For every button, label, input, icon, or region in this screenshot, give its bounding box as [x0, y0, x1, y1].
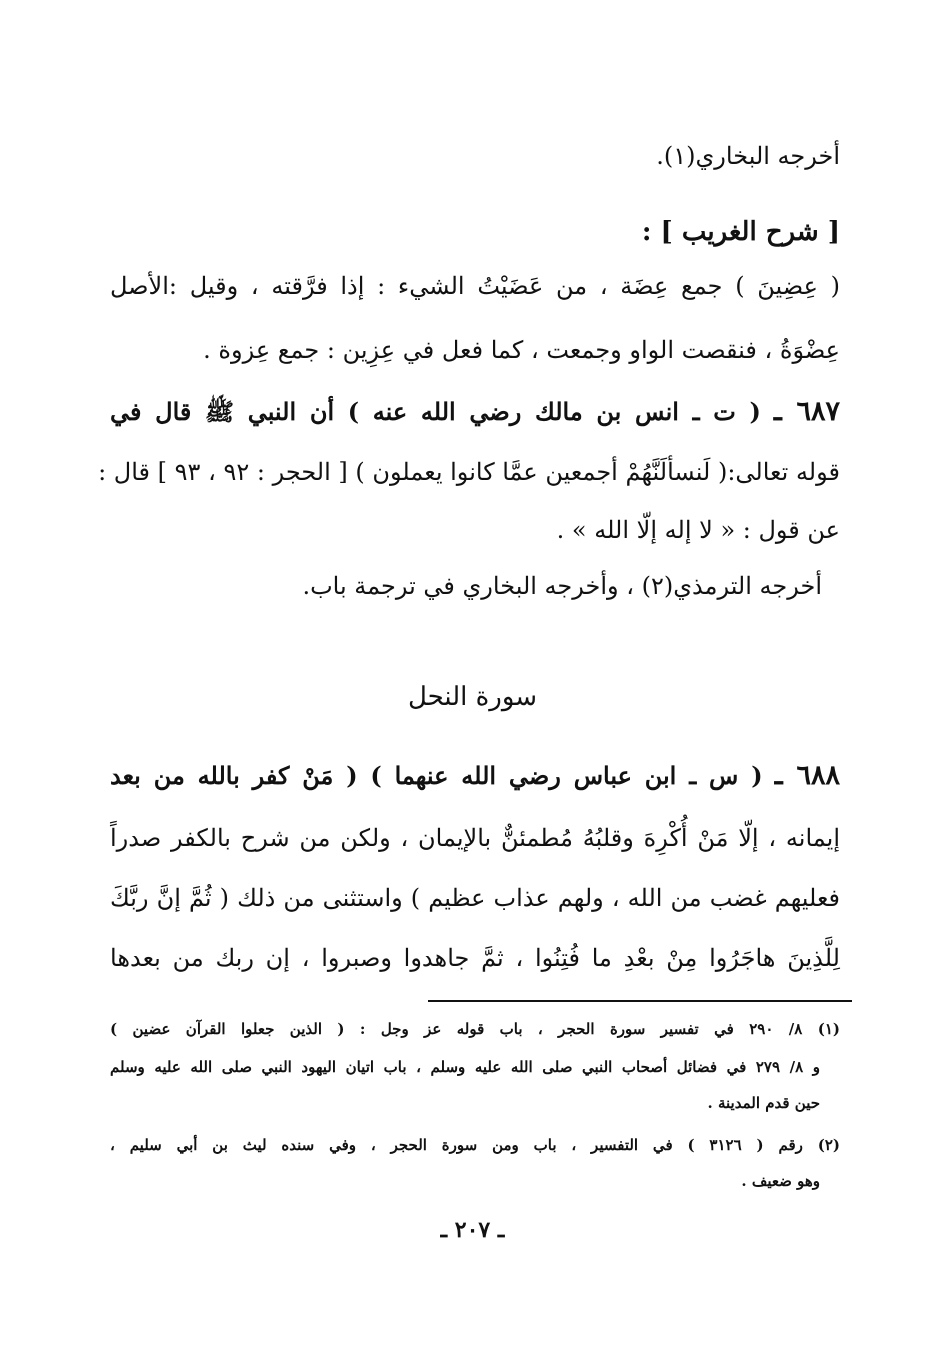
hadith-687-line-1: [110, 392, 840, 432]
hadith-687-takhrij: [110, 566, 840, 606]
hadith-688-line-3: فعليهم غضب من الله ، ولهم عذاب عظيم ) واستثنى من ذلك ( ثُمَّ إنَّ ربَّكَ: [110, 884, 840, 912]
hadith-687-takhrij-text: أخرجه الترمذي(٢) ، وأخرجه البخاري في ترجمة باب.: [302, 572, 822, 600]
hadith-687-line-3: عن قول : « لا إله إلّا الله » .: [556, 516, 840, 544]
footnote-1-line-2: و ٨/ ٢٧٩ في فضائل أصحاب النبي صلى الله عليه وسلم ، باب اتيان اليهود النبي صلى الله عليه وسلم: [110, 1058, 820, 1076]
hadith-688-number: ٦٨٨ ـ: [774, 760, 840, 791]
footnote-2-line-2: وهو ضعيف .: [741, 1172, 820, 1190]
gharib-heading: [110, 212, 840, 252]
hadith-688-narrator: ( س ـ ابن عباس رضي الله عنهما ) ( مَنْ كفر بالله من بعد: [110, 761, 763, 790]
hadith-687-number: ٦٨٧ ـ: [773, 396, 841, 427]
hadith-687-narrator: ( ت ـ انس بن مالك رضي الله عنه ) أن النبي ﷺ قال في: [110, 397, 761, 426]
gharib-heading-text: [ شرح الغريب ] :: [641, 217, 840, 247]
gharib-line-1: ( عِضِينَ ) جمع عِضَة ، من عَضَيْتُ الشيء : إذا فرَّقته ، وقيل :الأصل: [110, 272, 840, 300]
surah-title: سورة النحل: [407, 682, 538, 712]
footnote-2-line-1: (٢) رقم ( ٣١٢٦ ) في التفسير ، باب ومن سورة الحجر ، وفي سنده ليث بن أبي سليم ،: [110, 1136, 840, 1154]
hadith-687-line-2: قوله تعالى:( لَنسألَنَّهُمْ أجمعين عمَّا كانوا يعملون ) [ الحجر : ٩٢ ، ٩٣ ] قال :: [98, 458, 840, 486]
footnote-1-line-3: حين قدم المدينة .: [707, 1094, 820, 1112]
hadith-688-line-4: لِلَّذِينَ هاجَرُوا مِنْ بعْدِ ما فُتِنُوا ، ثمَّ جاهدوا وصبروا ، إن ربك من بعدها: [110, 944, 840, 972]
footnote-divider: [428, 1000, 852, 1002]
takhrij-line: [110, 136, 840, 176]
hadith-688-line-2: إيمانه ، إلّا مَنْ أُكْرِهَ وقلبُهُ مُطمئنٌّ بالإيمان ، ولكن من شرح بالكفر صدراً: [110, 824, 840, 852]
hadith-688-line-1: [110, 756, 840, 796]
page-number: ـ ٢٠٧ ـ: [440, 1217, 505, 1243]
takhrij-text: أخرجه البخاري(١).: [656, 142, 840, 170]
footnote-1-line-1: (١) ٨/ ٢٩٠ في تفسير سورة الحجر ، باب قوله عز وجل : ( الذين جعلوا القرآن عضين ): [110, 1020, 840, 1038]
gharib-line-2: عِضْوَةُ ، فنقصت الواو وجمعت ، كما فعل في عِزِين : جمع عِزوة .: [203, 336, 840, 364]
